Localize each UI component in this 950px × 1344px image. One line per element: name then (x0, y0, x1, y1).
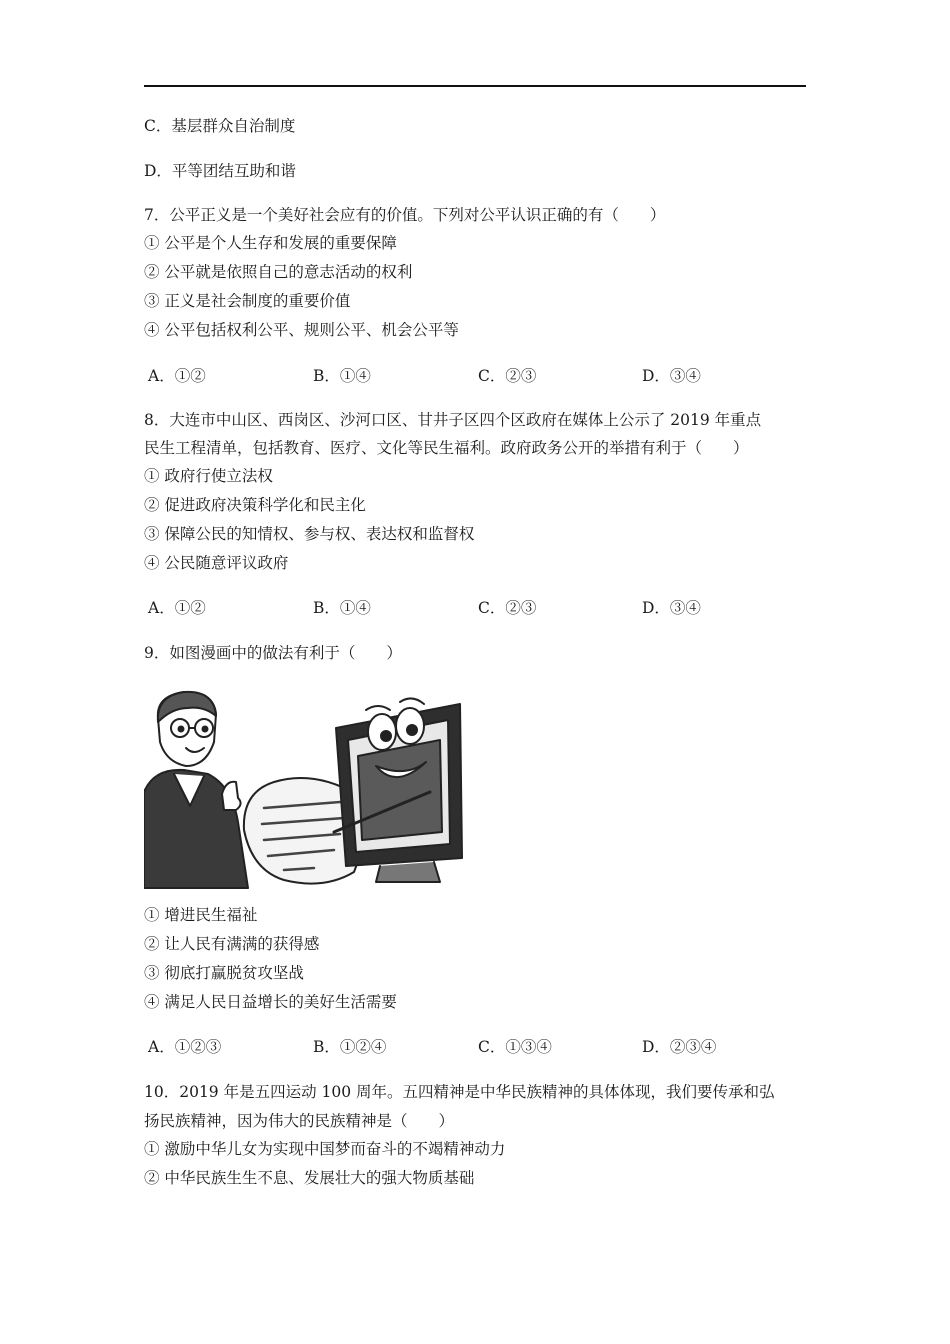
q6-option-c: C．基层群众自治制度 (144, 117, 296, 135)
q10-item-2: ② 中华民族生生不息、发展壮大的强大物质基础 (144, 1169, 475, 1187)
q9-option-a: A．①②③ (148, 1038, 222, 1056)
q8-item-3: ③ 保障公民的知情权、参与权、表达权和监督权 (144, 525, 475, 543)
q8-stem-line2: 民生工程清单，包括教育、医疗、文化等民生福利。政府政务公开的举措有利于（ ） (144, 439, 749, 457)
q9-item-4: ④ 满足人民日益增长的美好生活需要 (144, 993, 397, 1011)
q10-stem-line2: 扬民族精神，因为伟大的民族精神是（ ） (144, 1112, 455, 1130)
q9-option-d: D．②③④ (642, 1038, 717, 1056)
q7-item-1: ① 公平是个人生存和发展的重要保障 (144, 234, 397, 252)
q10-stem-line1: 10．2019 年是五四运动 100 周年。五四精神是中华民族精神的具体体现，我们要传承和弘 (144, 1083, 775, 1101)
q9-item-3: ③ 彻底打赢脱贫攻坚战 (144, 964, 304, 982)
q9-option-c: C．①③④ (478, 1038, 552, 1056)
q7-options (144, 366, 806, 386)
q9-item-1: ① 增进民生福祉 (144, 906, 258, 924)
q7-item-4: ④ 公平包括权利公平、规则公平、机会公平等 (144, 321, 459, 339)
q8-item-1: ① 政府行使立法权 (144, 467, 273, 485)
q7-item-2: ② 公平就是依照自己的意志活动的权利 (144, 263, 413, 281)
q8-option-b: B．①④ (313, 599, 371, 617)
q8-option-d: D．③④ (642, 599, 701, 617)
q7-option-d: D．③④ (642, 367, 701, 385)
header-rule (144, 85, 806, 87)
q7-stem: 7．公平正义是一个美好社会应有的价值。下列对公平认识正确的有（ ） (144, 206, 666, 224)
cartoon-image (144, 682, 464, 890)
q8-options (144, 598, 806, 618)
q7-option-b: B．①④ (313, 367, 371, 385)
q8-item-2: ② 促进政府决策科学化和民主化 (144, 496, 366, 514)
q8-stem-line1: 8．大连市中山区、西岗区、沙河口区、甘井子区四个区政府在媒体上公示了 2019 年重点 (144, 411, 762, 429)
q7-item-3: ③ 正义是社会制度的重要价值 (144, 292, 351, 310)
q8-option-c: C．②③ (478, 599, 537, 617)
q8-item-4: ④ 公民随意评议政府 (144, 554, 289, 572)
q7-option-a: A．①② (148, 367, 206, 385)
q9-stem: 9．如图漫画中的做法有利于（ ） (144, 644, 402, 662)
q7-option-c: C．②③ (478, 367, 537, 385)
q9-options (144, 1037, 806, 1057)
q10-item-1: ① 激励中华儿女为实现中国梦而奋斗的不竭精神动力 (144, 1140, 506, 1158)
q8-option-a: A．①② (148, 599, 206, 617)
q9-option-b: B．①②④ (313, 1038, 387, 1056)
q6-option-d: D．平等团结互助和谐 (144, 162, 296, 180)
q9-item-2: ② 让人民有满满的获得感 (144, 935, 320, 953)
